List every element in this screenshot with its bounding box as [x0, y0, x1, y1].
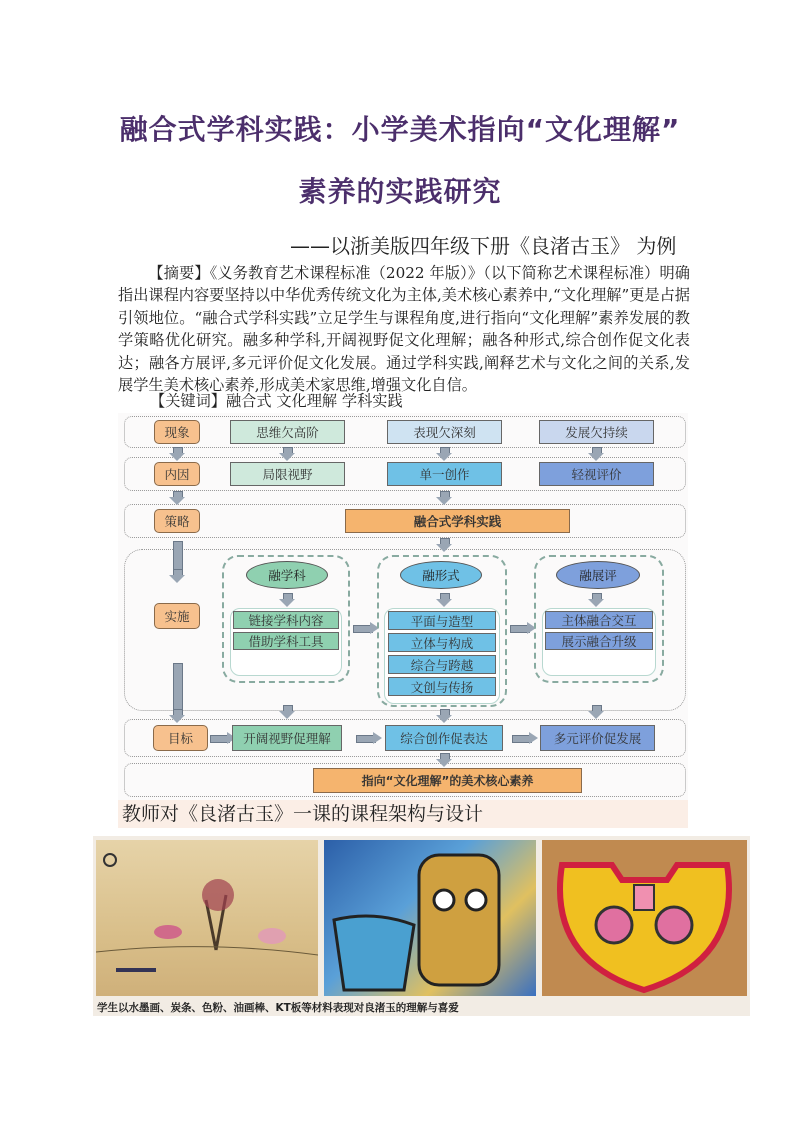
group-item: 文创与传扬 [388, 677, 496, 696]
group-item: 链接学科内容 [233, 611, 339, 629]
arrow-right-icon [353, 623, 379, 633]
arrow-down-icon [279, 447, 295, 461]
arrow-down-icon [436, 447, 452, 461]
photo-caption: 学生以水墨画、炭条、色粉、油画棒、KT板等材料表现对良渚玉的理解与喜爱 [97, 1002, 459, 1014]
arrow-down-icon [436, 538, 452, 552]
group-item: 借助学科工具 [233, 632, 339, 650]
artwork-jade-mask [542, 840, 747, 996]
abstract: 【摘要】《义务教育艺术课程标准（2022 年版）》（以下简称艺术课程标准）明确指出课程内容要坚持以中华优秀传统文化为主体,美术核心素养中,“文化理解”更是占据引领地位。“融合式学科实践”立足学生与课程角度,进行指向“文化理解”素养发展的教学策略优化研究。融多种学科,开阔视野促文化理解；融各种形式,综合创作促文化表达；融各方展评,多元评价促文化发展。通过学科实践,阐释艺术与文化之间的关系,发展学生美术核心素养,形成美术家思维,增强文化自信。 [118, 264, 690, 395]
arrow-down-icon [588, 705, 604, 719]
course-framework-diagram [118, 413, 688, 801]
final-goal-box: 指向“文化理解”的美术核心素养 [313, 768, 582, 793]
keywords: 【关键词】融合式 文化理解 学科实践 [150, 392, 403, 410]
label-goal: 目标 [153, 725, 208, 751]
label-phenomenon: 现象 [154, 420, 200, 444]
group-title: 融学科 [246, 561, 328, 589]
ink-painting-image [96, 840, 318, 996]
arrow-down-icon [169, 447, 185, 461]
artwork-ink-painting [96, 840, 318, 996]
arrow-down-icon [169, 491, 185, 505]
goal-box: 开阔视野促理解 [232, 725, 342, 751]
arrow-right-icon [512, 733, 538, 743]
jade-mask-image [542, 840, 747, 996]
group-item: 主体融合交互 [545, 611, 653, 629]
artwork-oil-pastel-cong [324, 840, 536, 996]
group-item: 展示融合升级 [545, 632, 653, 650]
label-cause: 内因 [154, 462, 200, 486]
goal-box: 综合创作促表达 [385, 725, 503, 751]
arrow-right-icon [356, 733, 382, 743]
phenomenon-box: 发展欠持续 [539, 420, 654, 444]
arrow-right-icon [510, 623, 536, 633]
cause-box: 轻视评价 [539, 462, 654, 486]
arrow-down-icon [279, 705, 295, 719]
arrow-down-icon [169, 709, 185, 723]
label-implement: 实施 [154, 603, 200, 629]
title-line-2: 素养的实践研究 [298, 175, 502, 208]
group-item: 平面与造型 [388, 611, 496, 630]
student-artwork-photos [93, 836, 750, 1016]
phenomenon-box: 思维欠高阶 [230, 420, 345, 444]
arrow-down-icon [279, 593, 295, 607]
arrow-shaft [173, 541, 183, 571]
group-item: 立体与构成 [388, 633, 496, 652]
arrow-down-icon [436, 593, 452, 607]
goal-box: 多元评价促发展 [540, 725, 655, 751]
cong-jade-image [324, 840, 536, 996]
figure-caption: 教师对《良渚古玉》一课的课程架构与设计 [118, 800, 688, 828]
arrow-down-icon [436, 709, 452, 723]
strategy-box: 融合式学科实践 [345, 509, 570, 533]
group-title: 融形式 [400, 561, 482, 589]
phenomenon-box: 表现欠深刻 [387, 420, 502, 444]
arrow-down-icon [588, 447, 604, 461]
arrow-down-icon [436, 753, 452, 767]
subtitle: ——以浙美版四年级下册《良渚古玉》 为例 [290, 234, 677, 258]
arrow-down-icon [169, 569, 185, 583]
title-line-1: 融合式学科实践：小学美术指向“文化理解” [119, 113, 681, 146]
label-strategy: 策略 [154, 509, 200, 533]
group-title: 融展评 [556, 561, 640, 589]
cause-box: 局限视野 [230, 462, 345, 486]
arrow-down-icon [588, 593, 604, 607]
arrow-shaft [173, 663, 183, 711]
group-item: 综合与跨越 [388, 655, 496, 674]
cause-box: 单一创作 [387, 462, 502, 486]
arrow-down-icon [436, 491, 452, 505]
